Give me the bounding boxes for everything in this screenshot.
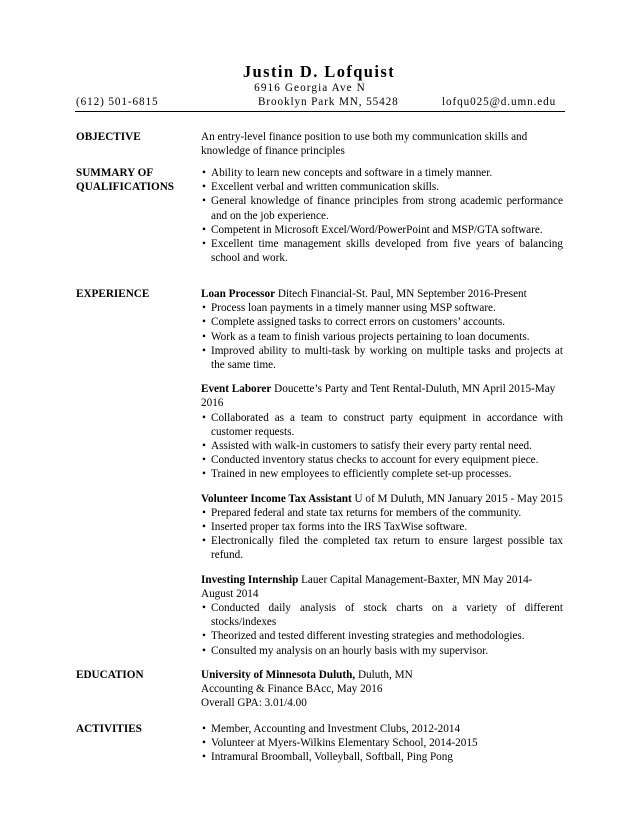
- list-item: • Prepared federal and state tax returns for members of the community.: [201, 506, 563, 520]
- education-section: [201, 668, 563, 711]
- list-item: • Work as a team to finish various projects pertaining to loan documents.: [201, 330, 563, 344]
- summary-label-line2: QUALIFICATIONS: [76, 181, 175, 194]
- list-item: • Inserted proper tax forms into the IRS TaxWise software.: [201, 520, 563, 534]
- experience-section: [201, 287, 563, 658]
- list-item: • Complete assigned tasks to correct errors on customers’ accounts.: [201, 315, 563, 329]
- degree: Accounting & Finance BAcc, May 2016: [201, 683, 383, 696]
- list-item: • Process loan payments in a timely manner using MSP software.: [201, 301, 563, 315]
- school-location: Duluth, MN: [355, 669, 413, 681]
- list-item: • Intramural Broomball, Volleyball, Softball, Ping Pong: [201, 750, 563, 764]
- list-item: • Competent in Microsoft Excel/Word/PowerPoint and MSP/GTA software.: [201, 223, 563, 237]
- email-address: lofqu025@d.umn.edu: [442, 96, 557, 108]
- job-duties: [201, 301, 563, 372]
- job-duties: [201, 411, 563, 482]
- objective-label: OBJECTIVE: [76, 131, 141, 143]
- list-item: • Electronically filed the completed tax return to ensure largest possible tax refund.: [201, 534, 563, 562]
- list-item: • Theorized and tested different investing strategies and methodologies.: [201, 629, 563, 643]
- job-duties: [201, 506, 563, 563]
- activities-label: ACTIVITIES: [76, 723, 142, 735]
- job-title: Volunteer Income Tax Assistant: [201, 492, 352, 505]
- objective-section: [201, 130, 563, 158]
- list-item: • Trained in new employees to efficiently complete set-up processes.: [201, 467, 563, 481]
- phone-number: (612) 501-6815: [76, 96, 159, 108]
- list-item: • Excellent verbal and written communication skills.: [201, 180, 563, 194]
- job-title: Loan Processor: [201, 288, 276, 300]
- summary-list: [201, 166, 563, 265]
- job-details: Ditech Financial-St. Paul, MN September 2016-Present: [275, 288, 527, 300]
- list-item: • Assisted with walk-in customers to satisfy their every party rental need.: [201, 439, 563, 453]
- list-item: • General knowledge of finance principles from strong academic performance and on the job experience.: [201, 194, 563, 222]
- list-item: • Ability to learn new concepts and software in a timely manner.: [201, 166, 563, 180]
- list-item: • Consulted my analysis on an hourly basis with my supervisor.: [201, 644, 563, 658]
- job-title: Investing Internship: [201, 573, 299, 586]
- job-details: Doucette’s Party and Tent Rental-Duluth, MN April 2015-May 2016: [201, 383, 556, 410]
- summary-section: [201, 166, 563, 265]
- candidate-name: Justin D. Lofquist: [242, 62, 396, 81]
- list-item: • Volunteer at Myers-Wilkins Elementary School, 2014-2015: [201, 736, 563, 750]
- activities-section: [201, 722, 563, 765]
- address-street: 6916 Georgia Ave N: [254, 82, 366, 94]
- job-duties: [201, 601, 563, 658]
- address-city: Brooklyn Park MN, 55428: [258, 96, 399, 108]
- summary-label: [76, 166, 174, 195]
- list-item: • Member, Accounting and Investment Clubs, 2012-2014: [201, 722, 563, 736]
- header-divider: [75, 111, 565, 112]
- education-label: EDUCATION: [76, 669, 144, 681]
- job-title: Event Laborer: [201, 383, 272, 396]
- school-name: University of Minnesota Duluth,: [201, 669, 356, 681]
- summary-label-line1: SUMMARY OF: [76, 167, 154, 179]
- list-item: • Improved ability to multi-task by working on multiple tasks and projects at the same time.: [201, 344, 563, 372]
- job-details: U of M Duluth, MN January 2015 - May 2015: [351, 492, 563, 505]
- gpa: Overall GPA: 3.01/4.00: [201, 697, 307, 710]
- job-details: Lauer Capital Management-Baxter, MN May 2014-August 2014: [201, 573, 533, 600]
- objective-text: An entry-level finance position to use both my communication skills and knowledge of finance principles: [201, 131, 528, 158]
- job-entry: [201, 382, 563, 481]
- activities-list: [201, 722, 563, 765]
- job-entry: [201, 287, 563, 372]
- list-item: • Excellent time management skills developed from five years of balancing school and work.: [201, 237, 563, 265]
- experience-label: EXPERIENCE: [76, 288, 150, 300]
- job-entry: [201, 492, 563, 563]
- list-item: • Conducted inventory status checks to account for every equipment piece.: [201, 453, 563, 467]
- list-item: • Conducted daily analysis of stock charts on a variety of different stocks/indexes: [201, 601, 563, 629]
- list-item: • Collaborated as a team to construct party equipment in accordance with customer requests.: [201, 411, 563, 439]
- job-entry: [201, 573, 563, 658]
